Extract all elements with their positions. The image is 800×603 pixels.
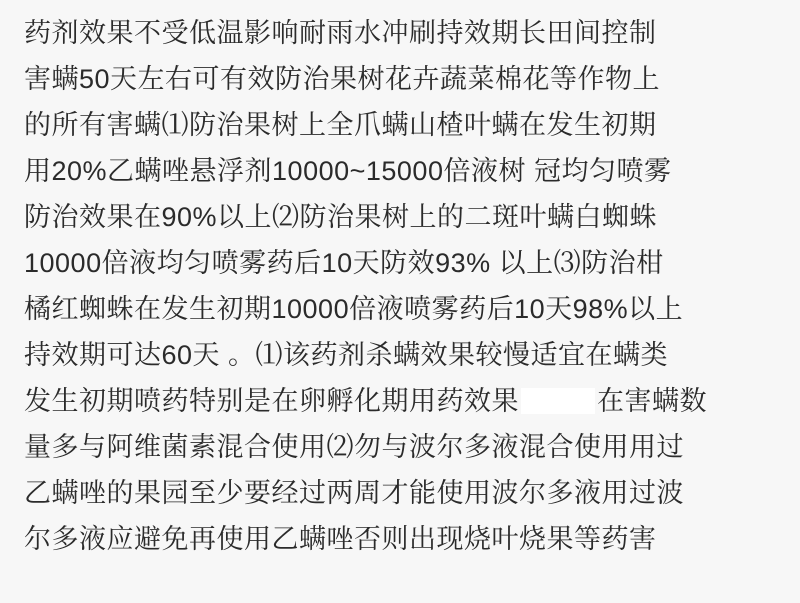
redaction-block — [521, 388, 595, 414]
text-segment: 发生初期喷药特别是在卵孵化期用药效果 — [24, 386, 519, 416]
text-line: 尔多液应避免再使用乙螨唑否则出现烧叶烧果等药害 — [24, 524, 657, 554]
text-line: 害螨50天左右可有效防治果树花卉蔬菜棉花等作物上 — [24, 64, 661, 94]
text-line: 用20%乙螨唑悬浮剂10000~15000倍液树 冠均匀喷雾 — [24, 156, 672, 186]
text-line: 橘红蜘蛛在发生初期10000倍液喷雾药后10天98%以上 — [24, 294, 684, 324]
text-line: 10000倍液均匀喷雾药后10天防效93% 以上⑶防治柑 — [24, 248, 664, 278]
text-line: 药剂效果不受低温影响耐雨水冲刷持效期长田间控制 — [24, 18, 657, 48]
text-line: 的所有害螨⑴防治果树上全爪螨山楂叶螨在发生初期 — [24, 110, 657, 140]
text-line: 量多与阿维菌素混合使用⑵勿与波尔多液混合使用用过 — [24, 432, 684, 462]
document-text — [24, 10, 782, 562]
text-line: 防治效果在90%以上⑵防治果树上的二斑叶螨白蜘蛛 — [24, 202, 658, 232]
text-line-redacted — [24, 378, 782, 424]
text-segment: 在害螨数 — [597, 386, 707, 416]
text-line: 乙螨唑的果园至少要经过两周才能使用波尔多液用过波 — [24, 478, 684, 508]
text-line: 持效期可达60天 。⑴该药剂杀螨效果较慢适宜在螨类 — [24, 340, 669, 370]
